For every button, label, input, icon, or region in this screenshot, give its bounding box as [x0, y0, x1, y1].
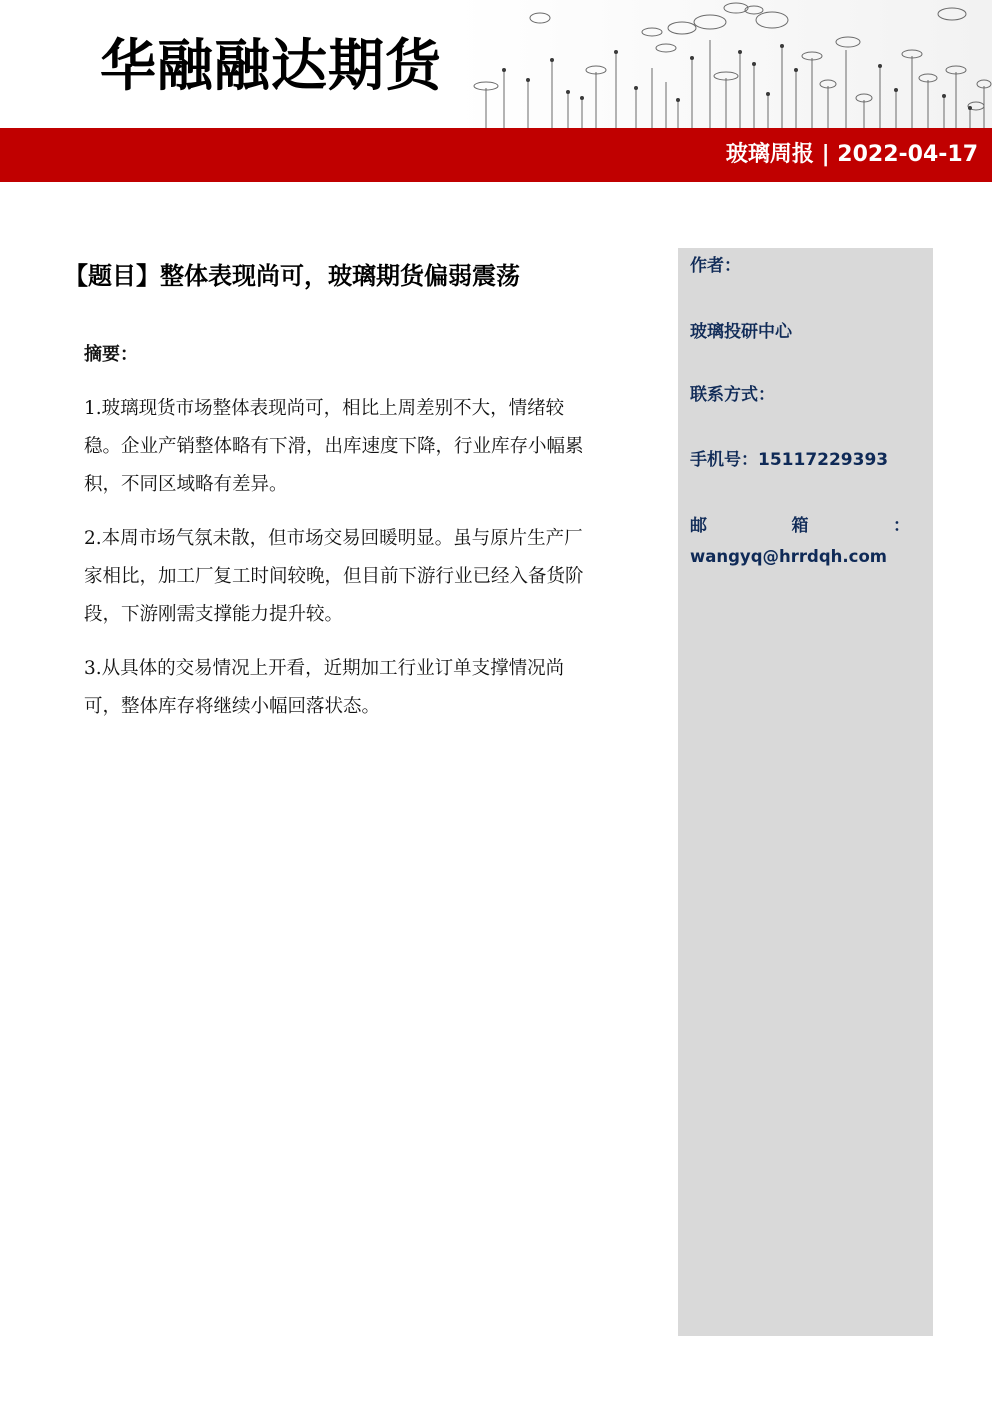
author-label: 作者： [690, 256, 741, 276]
email-address[interactable]: wangyq@hrrdqh.com [690, 547, 887, 566]
report-title: 【题目】整体表现尚可，玻璃期货偏弱震荡 [64, 262, 520, 290]
email-label-char-1: 邮 [690, 516, 707, 536]
contact-label: 联系方式： [690, 385, 775, 405]
summary-paragraph-3: 3.从具体的交易情况上开看，近期加工行业订单支撑情况尚可，整体库存将继续小幅回落状态。 [84, 658, 565, 717]
author-sidebar [678, 248, 933, 1336]
decorative-dandelion-graphic [456, 0, 992, 130]
email-label-char-3: ： [893, 516, 910, 536]
summary-paragraph-1: 1.玻璃现货市场整体表现尚可，相比上周差别不大，情绪较稳。企业产销整体略有下滑，出库速度下降，行业库存小幅累积，不同区域略有差异。 [84, 398, 584, 495]
author-department: 玻璃投研中心 [690, 322, 792, 342]
company-logo-text: 华融融达期货 [100, 33, 442, 99]
email-label-char-2: 箱 [791, 516, 809, 536]
report-type-date: 玻璃周报 | 2022-04-17 [725, 142, 978, 167]
summary-paragraph-2: 2.本周市场气氛未散，但市场交易回暖明显。虽与原片生产厂家相比，加工厂复工时间较晚，但目前下游行业已经入备货阶段，下游刚需支撑能力提升较。 [84, 528, 584, 625]
summary-heading: 摘要： [84, 344, 138, 365]
phone-number: 手机号：15117229393 [690, 450, 889, 470]
email-label [690, 513, 910, 539]
